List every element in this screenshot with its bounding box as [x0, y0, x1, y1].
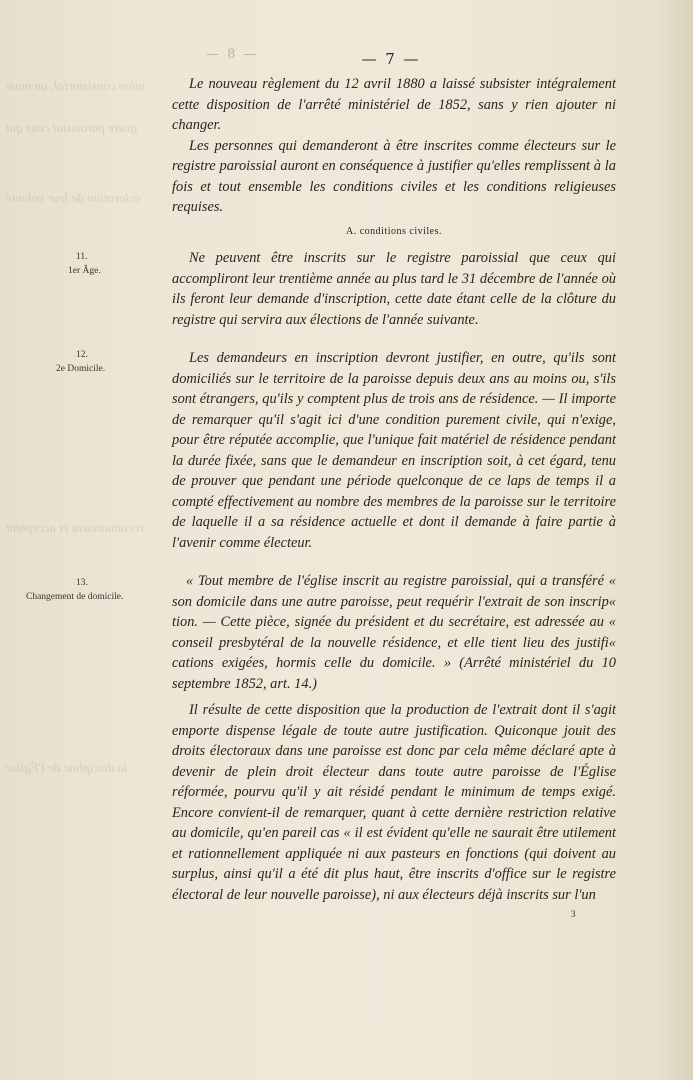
paragraph-age: Ne peuvent être inscrits sur le registre paroissial que ceux qui accompliront leur trentième année au plus tard le 31 décembre de l'année où ils feront leur demande d'inscription, cette date étant celle de la clôture du registre qui servira aux élections de l'année suivante.: [172, 250, 616, 328]
bleed-through-text: gistre paroissial ceux qui: [6, 120, 137, 135]
quote-arrete: « Tout membre de l'église inscrit au registre paroissial, qui a transféré « son domicile dans une autre paroisse, peut requérir l'extrait de son inscrip« tion. — Cette pièce, signée du président et du secrétaire, est adressée au « conseil presbytéral de la nouvelle résidence, et elle tient lieu des justifi« cations exigées, hormis celle du domicile. » (Arrêté ministériel du 10 septembre 1852, art. 14.): [172, 573, 616, 692]
spacer: [172, 330, 616, 348]
margin-note-label: Changement de domicile.: [26, 592, 124, 602]
margin-note-label: 2e Domicile.: [56, 364, 106, 374]
paragraph-change-domicile: Il résulte de cette disposition que la production de l'extrait dont il s'agit emporte dispense légale de toute autre justification. Quiconque jouit des droits électoraux dans une paroisse est donc par cela même déclaré apte à devenir de plein droit électeur dans toute autre paroisse de l'Église réformée, pourvu qu'il y ait résidé pendant le minimum de temps exigé. Encore convient-il de remarquer, quant à cette dernière restriction relative au domicile, qu'en pareil cas « il est évident qu'elle ne saurait être utilement et rationnellement appliquée ni aux pasteurs en fonctions (qui doivent au surplus, ainsi qu'il a été dit plus haut, être inscrits d'office sur le registre électoral de leur nouvelle paroisse), ni aux électeurs déjà inscrits sur l'un: [172, 702, 616, 903]
bleed-through-text: éclaration de leur volonté: [6, 190, 141, 205]
margin-note-number: 11.: [76, 252, 88, 262]
paragraph-intro-2: Les personnes qui demanderont à être inscrites comme électeurs sur le registre paroissial auront en conséquence à justifier qu'elles remplissent à la fois et tout ensemble les conditions civiles et les conditions religieuses requises.: [172, 137, 616, 215]
bleed-through-text: ution consistorial, un nouv: [6, 78, 146, 93]
margin-note-label: 1er Âge.: [68, 266, 101, 276]
bleed-through-text: la discipline de l'Église: [6, 760, 128, 775]
margin-note-number: 13.: [76, 578, 88, 588]
margin-note-number: 12.: [76, 350, 88, 360]
ghost-page-number: — 8 —: [206, 47, 259, 62]
quote-block: [172, 571, 616, 694]
spacer: [172, 553, 616, 571]
paragraph-domicile: Les demandeurs en inscription devront justifier, en outre, qu'ils sont domiciliés sur le territoire de la paroisse depuis deux ans au moins ou, s'ils sont étrangers, qu'ils y comptent plus de trois ans de résidence. — Il importe de remarquer qu'il s'agit ici d'une condition purement civile, qui n'exige, pour être réputée accomplie, que l'unique fait matériel de résidence pendant la durée fixée, sans que le demandeur en inscription soit, à cet égard, tenu de prouver que pendant une période quelconque de ce laps de temps il a compté effectivement au nombre des membres de la paroisse sur le territoire de laquelle il a sa résidence actuelle et dont il demande à faire partie à l'avenir comme électeur.: [172, 350, 616, 551]
bleed-through-text: reconnaissent et acceptent: [6, 520, 144, 535]
section-heading: A. conditions civiles.: [346, 225, 442, 237]
page-number: — 7 —: [361, 50, 421, 68]
main-text-column: [172, 74, 616, 905]
paragraph-intro-1: Le nouveau règlement du 12 avril 1880 a laissé subsister intégralement cette disposition de l'arrêté ministériel de 1852, sans y rien ajouter ni changer.: [172, 76, 616, 133]
signature-mark: 3: [571, 909, 576, 919]
